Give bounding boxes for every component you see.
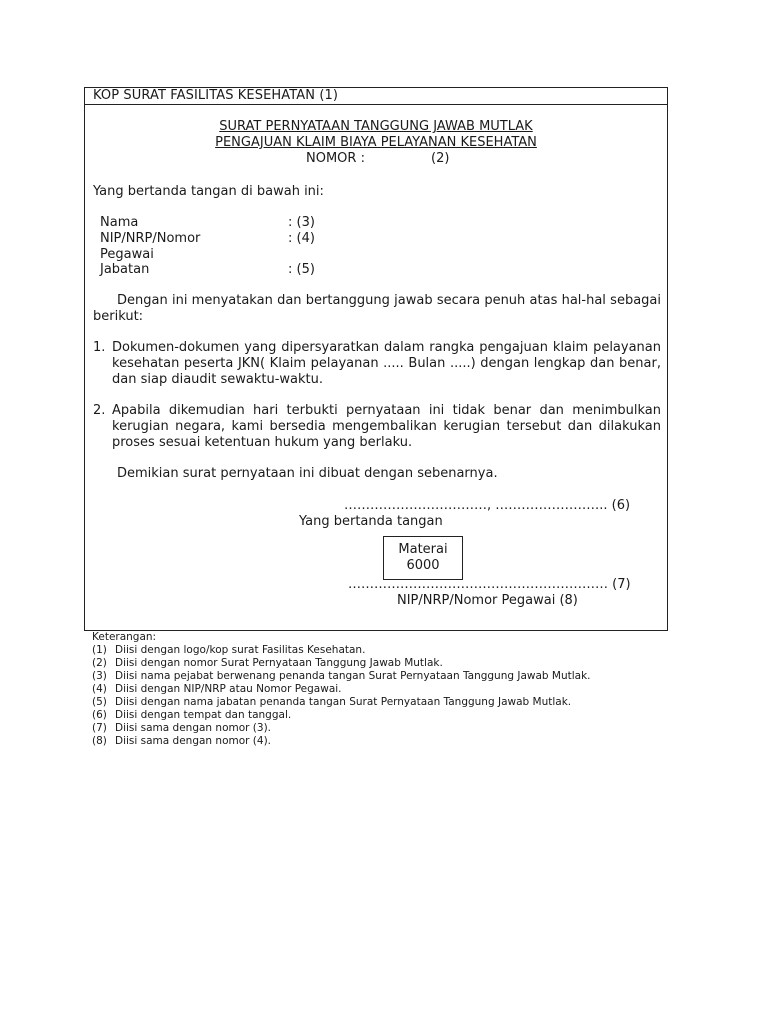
materai-label: Materai	[398, 542, 448, 557]
letter-frame	[84, 87, 668, 631]
materai-stamp-box	[383, 536, 463, 580]
note-item	[92, 657, 591, 670]
materai-value: 6000	[406, 558, 440, 573]
nip-line: NIP/NRP/Nomor Pegawai (8)	[397, 593, 578, 608]
field-value-nama: : (3)	[288, 215, 315, 230]
note-item	[92, 644, 591, 657]
note-number: (1)	[92, 644, 107, 656]
note-number: (2)	[92, 657, 107, 669]
title-line-2: PENGAJUAN KLAIM BIAYA PELAYANAN KESEHATAN	[215, 135, 537, 150]
note-text: Diisi dengan tempat dan tanggal.	[115, 709, 292, 721]
item-text-2: Apabila dikemudian hari terbukti pernyataan ini tidak benar dan menimbulkan kerugian negara, kami bersedia mengembalikan kerugian tersebut dan dilakukan proses sesuai ketentuan hukum yang berlaku.	[112, 403, 661, 450]
note-item	[92, 709, 591, 722]
notes-section	[92, 631, 591, 748]
intro-text: Yang bertanda tangan di bawah ini:	[93, 184, 324, 199]
note-number: (5)	[92, 696, 107, 708]
nomor-label: NOMOR :	[306, 151, 365, 166]
note-number: (7)	[92, 722, 107, 734]
note-text: Diisi dengan logo/kop surat Fasilitas Kesehatan.	[115, 644, 366, 656]
statement-paragraph: Dengan ini menyatakan dan bertanggung jawab secara penuh atas hal-hal sebagai berikut:	[93, 293, 661, 324]
note-text: Diisi dengan NIP/NRP atau Nomor Pegawai.	[115, 683, 342, 695]
note-text: Diisi dengan nomor Surat Pernyataan Tanggung Jawab Mutlak.	[115, 657, 443, 669]
field-label-pegawai: Pegawai	[100, 247, 154, 262]
note-number: (3)	[92, 670, 107, 682]
nomor-value: (2)	[431, 151, 450, 166]
note-text: Diisi sama dengan nomor (4).	[115, 735, 272, 747]
note-number: (8)	[92, 735, 107, 747]
note-text: Diisi sama dengan nomor (3).	[115, 722, 272, 734]
field-label-jabatan: Jabatan	[100, 262, 150, 277]
field-label-nip: NIP/NRP/Nomor	[100, 231, 201, 246]
letterhead-placeholder: KOP SURAT FASILITAS KESEHATAN (1)	[85, 88, 667, 105]
note-item	[92, 735, 591, 748]
notes-title: Keterangan:	[92, 631, 157, 643]
field-value-jabatan: : (5)	[288, 262, 315, 277]
field-value-nip: : (4)	[288, 231, 315, 246]
note-item	[92, 670, 591, 683]
note-item	[92, 722, 591, 735]
note-text: Diisi dengan nama jabatan penanda tangan Surat Pernyataan Tanggung Jawab Mutlak.	[115, 696, 572, 708]
signer-label: Yang bertanda tangan	[299, 514, 443, 529]
signature-line: …………………………………………………… (7)	[348, 577, 631, 592]
note-number: (6)	[92, 709, 107, 721]
place-date-line: ……………………………, …………………….. (6)	[344, 498, 631, 513]
field-label-nama: Nama	[100, 215, 139, 230]
note-item	[92, 683, 591, 696]
title-line-1: SURAT PERNYATAAN TANGGUNG JAWAB MUTLAK	[219, 119, 533, 134]
item-text-1: Dokumen-dokumen yang dipersyaratkan dalam rangka pengajuan klaim pelayanan kesehatan peserta JKN( Klaim pelayanan ..... Bulan .....) dengan lengkap dan benar, dan siap diaudit sewaktu-waktu.	[112, 340, 661, 387]
note-number: (4)	[92, 683, 107, 695]
note-item	[92, 696, 591, 709]
note-text: Diisi nama pejabat berwenang penanda tangan Surat Pernyataan Tanggung Jawab Mutlak.	[115, 670, 591, 682]
item-number-1: 1.	[93, 340, 106, 355]
item-number-2: 2.	[93, 403, 106, 418]
closing-text: Demikian surat pernyataan ini dibuat dengan sebenarnya.	[117, 466, 498, 481]
